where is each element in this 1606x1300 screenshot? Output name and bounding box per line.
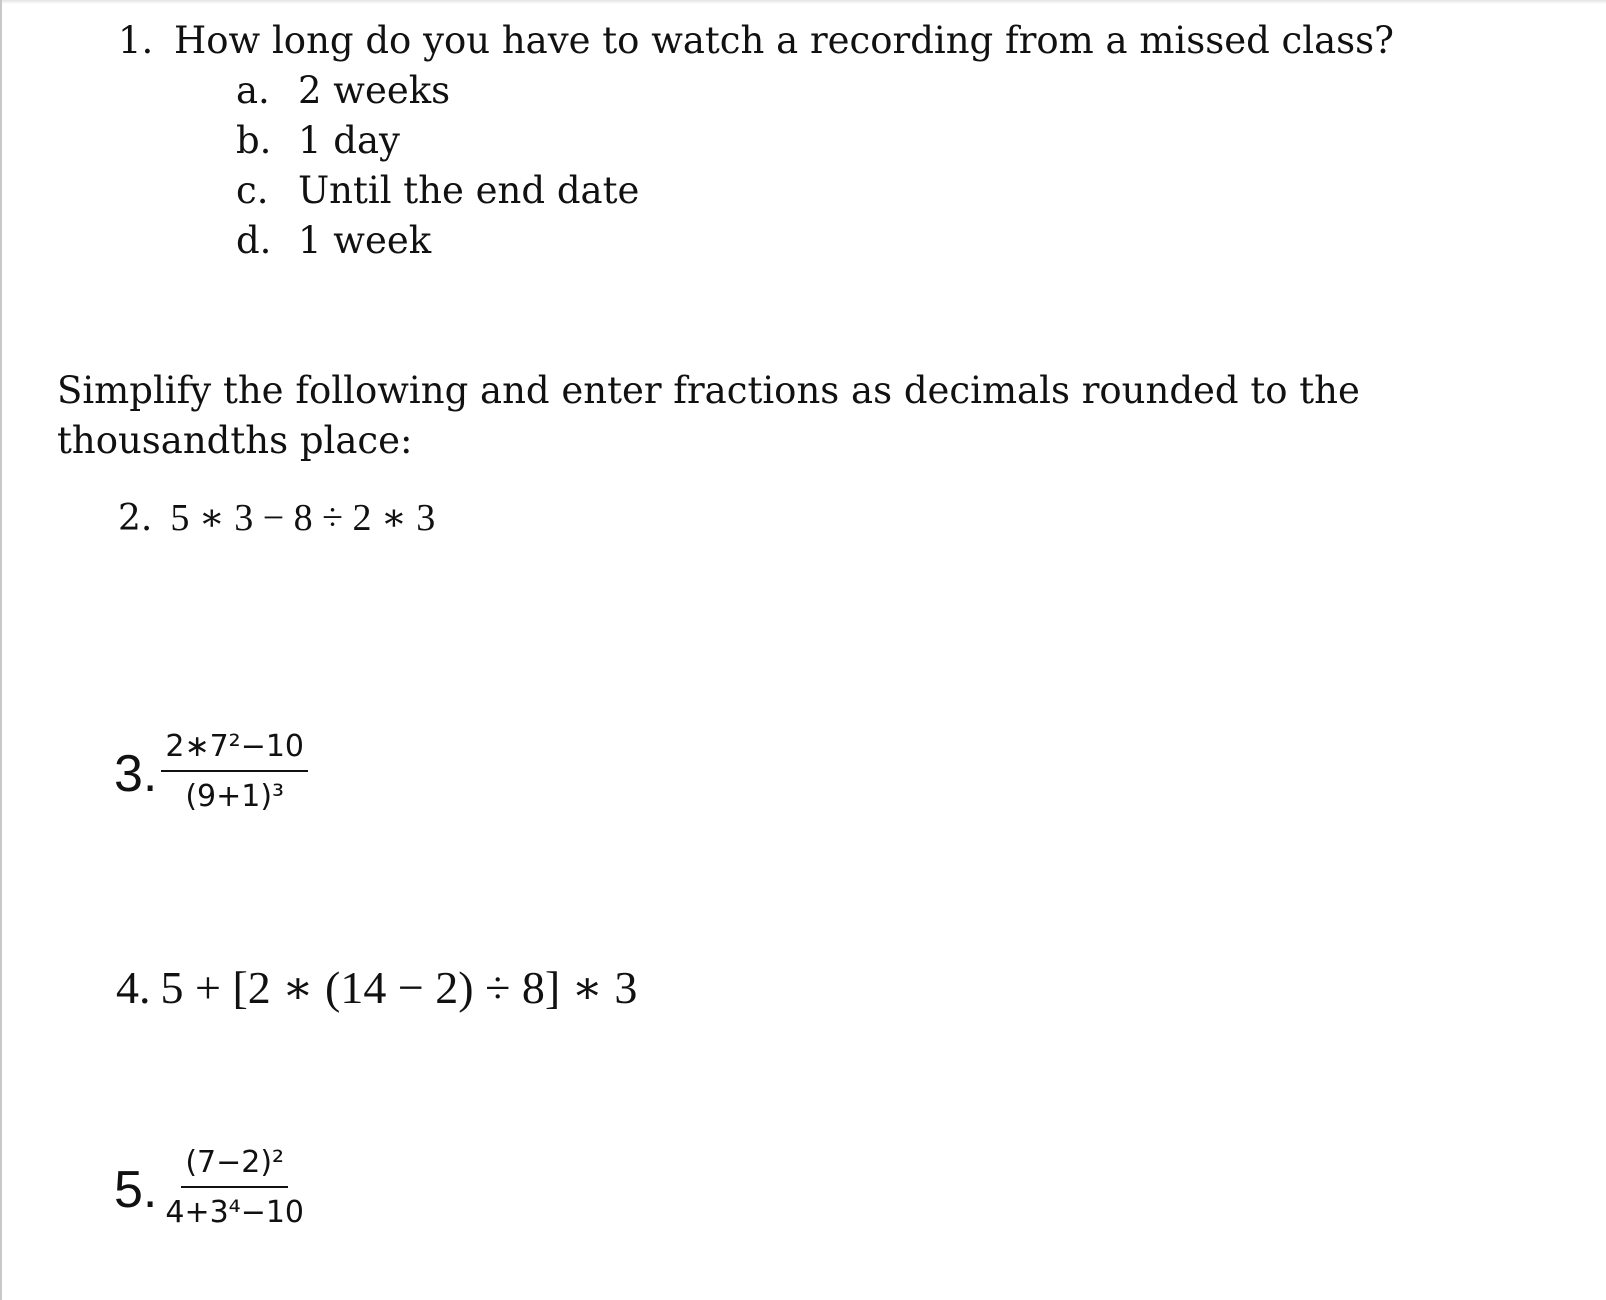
page-left-edge (0, 0, 2, 1300)
option-c (236, 166, 639, 216)
question-1-number: 1. (118, 19, 154, 62)
question-4-number: 4. (116, 962, 151, 1013)
question-3-denominator: (9+1)³ (185, 779, 285, 814)
question-2 (118, 493, 435, 544)
question-3-number: 3. (114, 745, 158, 803)
option-d (236, 216, 639, 266)
option-letter: a. (236, 69, 270, 112)
option-text: Until the end date (298, 169, 640, 212)
option-letter: d. (236, 219, 272, 262)
question-3-numerator: 2∗7²−10 (161, 728, 308, 772)
option-text: 1 day (298, 119, 400, 162)
question-1-options (236, 66, 639, 266)
question-3 (114, 728, 308, 816)
question-4 (116, 958, 637, 1018)
question-5-number: 5. (114, 1161, 158, 1219)
question-5 (114, 1144, 308, 1232)
option-a (236, 66, 639, 116)
question-5-numerator: (7−2)² (181, 1144, 288, 1188)
question-1-text: How long do you have to watch a recording from a missed class? (174, 19, 1394, 62)
option-text: 2 weeks (298, 69, 451, 112)
option-letter: b. (236, 119, 272, 162)
question-2-number: 2. (118, 498, 153, 539)
question-1 (118, 16, 1394, 66)
question-5-fraction (161, 1144, 308, 1232)
page-top-edge (0, 0, 1606, 4)
question-5-denominator: 4+3⁴−10 (165, 1195, 305, 1230)
question-2-expression: 5 ∗ 3 − 8 ÷ 2 ∗ 3 (170, 497, 436, 539)
option-b (236, 116, 639, 166)
option-text: 1 week (298, 219, 432, 262)
question-3-fraction (161, 728, 308, 816)
instructions-paragraph: Simplify the following and enter fractions as decimals rounded to the thousandths place: (57, 369, 1360, 462)
question-4-expression: 5 + [2 ∗ (14 − 2) ÷ 8] ∗ 3 (160, 962, 638, 1013)
option-letter: c. (236, 169, 269, 212)
